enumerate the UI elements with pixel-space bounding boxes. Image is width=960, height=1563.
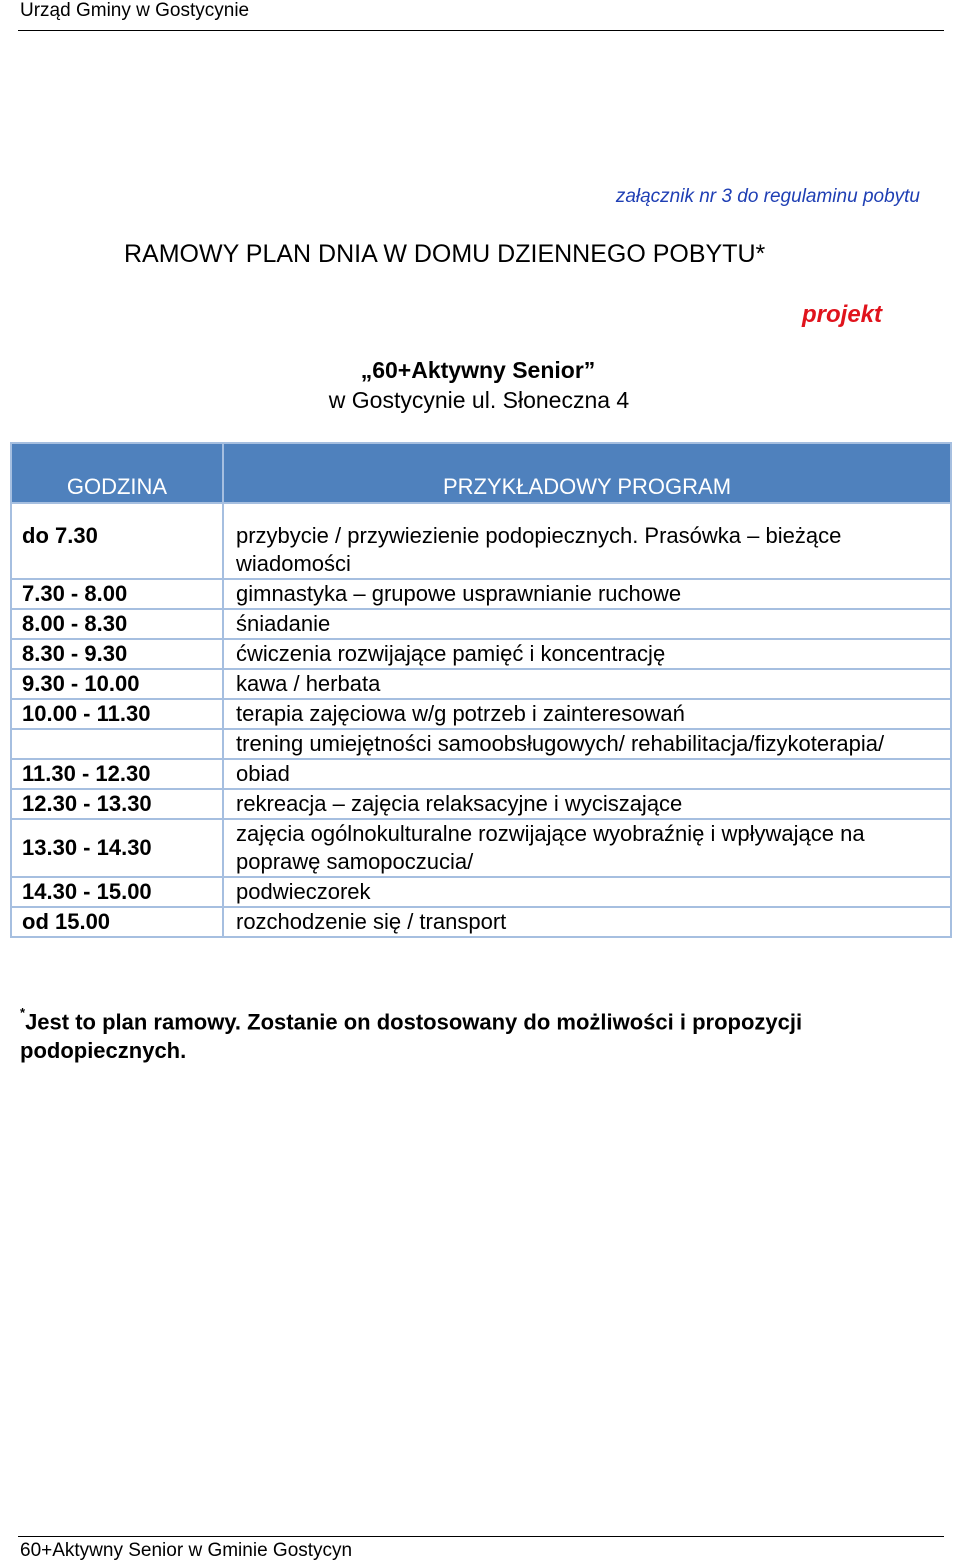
- center-address: [0, 387, 960, 414]
- row-activity: obiad: [223, 759, 951, 789]
- row-time: 10.00 - 11.30: [11, 699, 223, 729]
- row-time: 14.30 - 15.00: [11, 877, 223, 907]
- attachment-label: załącznik nr 3 do regulaminu pobytu: [615, 186, 920, 207]
- page-footer-text: 60+Aktywny Senior w Gminie Gostycyn: [20, 1540, 353, 1561]
- table-row: [11, 789, 951, 819]
- table-row: [11, 819, 951, 877]
- header-divider: [18, 30, 944, 31]
- table-row: [11, 907, 951, 937]
- row-activity: terapia zajęciowa w/g potrzeb i zainteresowań: [223, 699, 951, 729]
- table-row: [11, 609, 951, 639]
- row-activity: rozchodzenie się / transport: [223, 907, 951, 937]
- row-time: od 15.00: [11, 907, 223, 937]
- row-activity: śniadanie: [223, 609, 951, 639]
- table-row: [11, 639, 951, 669]
- row-activity: podwieczorek: [223, 877, 951, 907]
- row-activity: gimnastyka – grupowe usprawnianie ruchowe: [223, 579, 951, 609]
- table-row: [11, 503, 951, 579]
- center-name: [0, 357, 960, 384]
- header-program: PRZYKŁADOWY PROGRAM: [223, 443, 951, 503]
- row-activity: trening umiejętności samoobsługowych/ rehabilitacja/fizykoterapia/: [223, 729, 951, 759]
- table-row: [11, 579, 951, 609]
- document-title: RAMOWY PLAN DNIA W DOMU DZIENNEGO POBYTU*: [124, 240, 766, 268]
- row-time: 9.30 - 10.00: [11, 669, 223, 699]
- header-time: GODZINA: [11, 443, 223, 503]
- table-row: [11, 877, 951, 907]
- row-activity: ćwiczenia rozwijające pamięć i koncentrację: [223, 639, 951, 669]
- table-row: [11, 729, 951, 759]
- row-time: [11, 729, 223, 759]
- row-time: 7.30 - 8.00: [11, 579, 223, 609]
- row-time: 8.30 - 9.30: [11, 639, 223, 669]
- table-row: [11, 699, 951, 729]
- table-row: [11, 759, 951, 789]
- row-activity: zajęcia ogólnokulturalne rozwijające wyobraźnię i wpływające na poprawę samopoczucia/: [223, 819, 951, 877]
- schedule-table: [10, 442, 952, 938]
- center-address-text: w Gostycynie ul. Słoneczna 4: [328, 387, 630, 413]
- schedule-body: [11, 503, 951, 937]
- footnote-marker: *: [20, 1005, 26, 1020]
- row-time: do 7.30: [11, 503, 223, 579]
- row-activity: rekreacja – zajęcia relaksacyjne i wyciszające: [223, 789, 951, 819]
- row-time: 11.30 - 12.30: [11, 759, 223, 789]
- footnote-text: Jest to plan ramowy. Zostanie on dostosowany do możliwości i propozycji podopiecznych.: [20, 1009, 803, 1064]
- row-activity: przybycie / przywiezienie podopiecznych. Prasówka – bieżące wiadomości: [223, 503, 951, 579]
- page-header-title: Urząd Gminy w Gostycynie: [20, 0, 250, 21]
- footer-divider: [18, 1536, 944, 1537]
- table-row: [11, 669, 951, 699]
- row-activity: kawa / herbata: [223, 669, 951, 699]
- row-time: 13.30 - 14.30: [11, 819, 223, 877]
- footnote: [20, 1002, 920, 1065]
- status-label: projekt: [801, 301, 882, 328]
- row-time: 8.00 - 8.30: [11, 609, 223, 639]
- center-name-text: „60+Aktywny Senior”: [360, 357, 596, 383]
- table-header-row: [11, 443, 951, 503]
- row-time: 12.30 - 13.30: [11, 789, 223, 819]
